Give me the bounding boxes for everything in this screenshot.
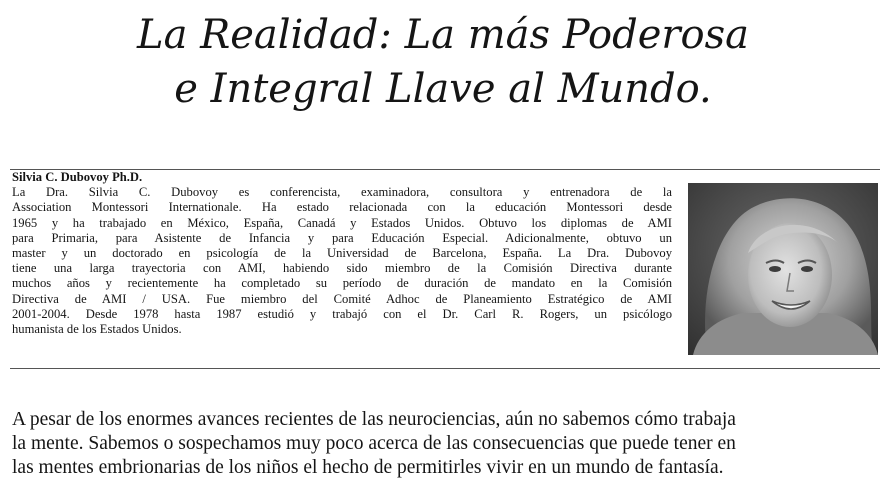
article-title-line-1: La Realidad: La más Poderosa — [137, 12, 749, 58]
bio-line: tiene una larga trayectoria con AMI, habiendo sido miembro de la Comisión Directiva durante — [12, 261, 672, 276]
bio-line: La Dra. Silvia C. Dubovoy es conferencista, examinadora, consultora y entrenadora de la — [12, 185, 672, 200]
body-line: las mentes embrionarias de los niños el hecho de permitirles vivir en un mundo de fantasía. — [12, 457, 724, 478]
bio-bottom-divider — [10, 368, 880, 369]
bio-line: para Primaria, para Asistente de Infancia y para Educación Especial. Adicionalmente, obtuvo un — [12, 230, 672, 245]
bio-line: master y un doctorado en psicología de la Universidad de Barcelona, España. La Dra. Dubovoy — [12, 246, 672, 261]
bio-line: 2001-2004. Desde 1978 hasta 1987 estudió y trabajó con el Dr. Carl R. Rogers, un psicólogo — [12, 306, 672, 321]
bio-line: Association Montessori Internationale. Ha estado relacionada con la educación Montessori desde — [12, 200, 672, 215]
article-title — [0, 8, 886, 116]
author-bio — [12, 170, 672, 337]
bio-line: Directiva de AMI / USA. Fue miembro del Comité Adhoc de Planeamiento Estratégico de AMI — [12, 291, 672, 306]
body-line: la mente. Sabemos o sospechamos muy poco acerca de las consecuencias que puede tener en — [12, 433, 736, 454]
article-body — [12, 408, 878, 480]
bio-line: humanista de los Estados Unidos. — [12, 322, 182, 337]
author-photo — [688, 183, 878, 355]
author-name: Silvia C. Dubovoy Ph.D. — [12, 170, 143, 184]
portrait-photo-icon — [688, 183, 878, 355]
article-title-line-2: e Integral Llave al Mundo. — [174, 66, 712, 112]
bio-line: muchos años y recientemente ha completado su período de duración de mandato en la Comisión — [12, 276, 672, 291]
bio-line: 1965 y ha trabajado en México, España, Canadá y Estados Unidos. Obtuvo los diplomas de AMI — [12, 215, 672, 230]
body-line: A pesar de los enormes avances recientes de las neurociencias, aún no sabemos cómo trabaja — [12, 409, 736, 430]
